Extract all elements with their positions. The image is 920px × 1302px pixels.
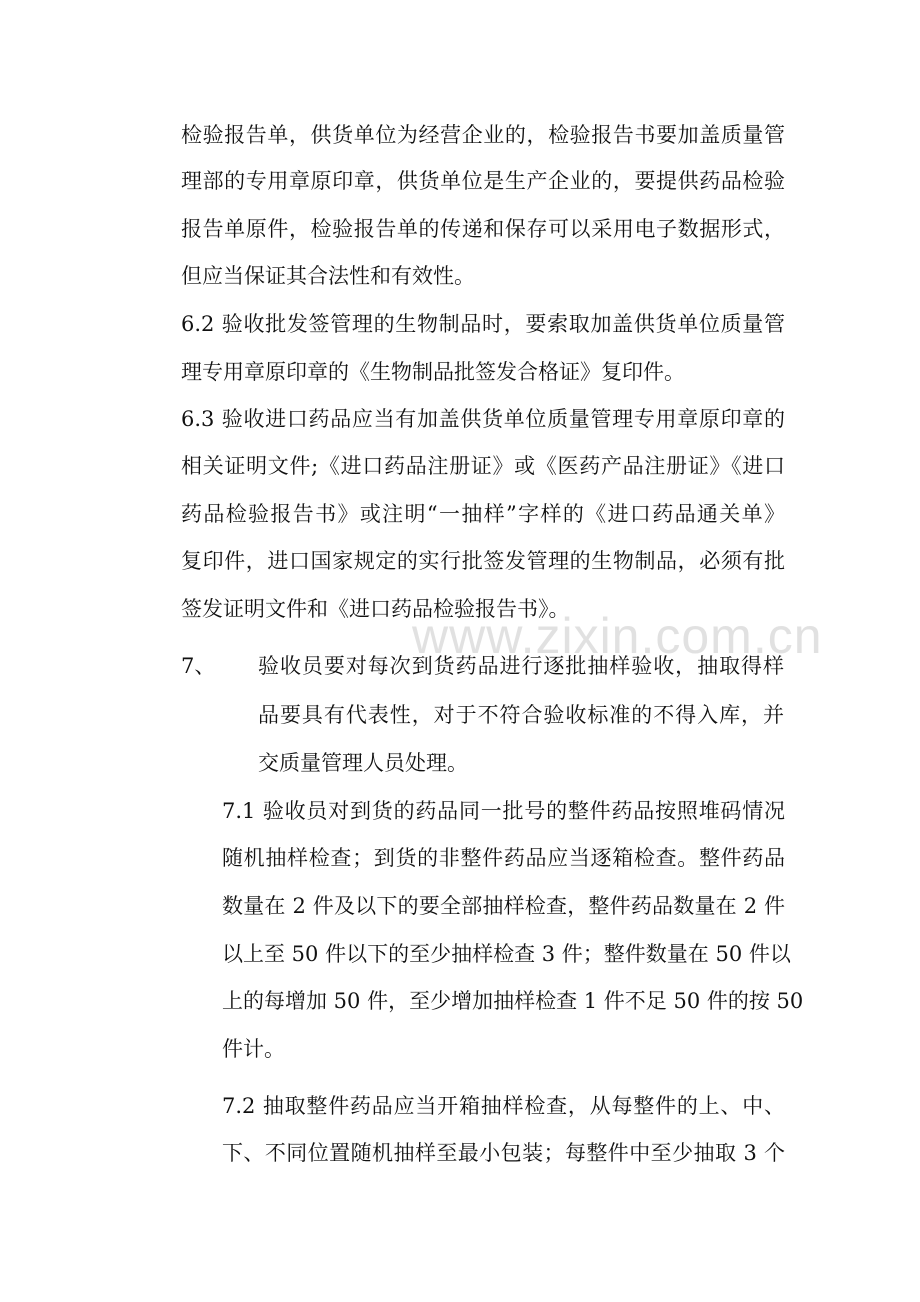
text-line: 检验报告单，供货单位为经营企业的，检验报告书要加盖质量管	[181, 123, 785, 147]
text-line: 品要具有代表性，对于不符合验收标准的不得入库，并	[258, 703, 784, 727]
watermark-text: www.zixin.com.cn	[412, 608, 823, 664]
text-line: 下、不同位置随机抽样至最小包装；每整件中至少抽取 3 个	[222, 1141, 785, 1165]
text-line: 理部的专用章原印章，供货单位是生产企业的，要提供药品检验	[181, 169, 785, 193]
text-line: 药品检验报告书》或注明“一抽样”字样的《进口药品通关单》	[181, 502, 785, 526]
text-line: 6.2 验收批发签管理的生物制品时，要索取加盖供货单位质量管	[181, 312, 785, 336]
text-line: 随机抽样检查；到货的非整件药品应当逐箱检查。整件药品	[222, 846, 785, 870]
text-line: 交质量管理人员处理。	[258, 751, 468, 775]
text-line: 验收员要对每次到货药品进行逐批抽样验收，抽取得样	[258, 654, 784, 678]
text-line: 理专用章原印章的《生物制品批签发合格证》复印件。	[181, 360, 685, 384]
text-line: 复印件，进口国家规定的实行批签发管理的生物制品，必须有批	[181, 549, 785, 573]
text-line: 7.1 验收员对到货的药品同一批号的整件药品按照堆码情况	[222, 799, 785, 823]
list-marker: 7、	[181, 654, 216, 678]
text-line: 数量在 2 件及以下的要全部抽样检查，整件药品数量在 2 件	[222, 894, 785, 918]
text-line: 相关证明文件;《进口药品注册证》或《医药产品注册证》《进口	[181, 454, 785, 478]
text-line: 7.2 抽取整件药品应当开箱抽样检查，从每整件的上、中、	[222, 1094, 785, 1118]
text-line: 但应当保证其合法性和有效性。	[181, 264, 475, 288]
text-line: 以上至 50 件以下的至少抽样检查 3 件；整件数量在 50 件以	[222, 942, 791, 966]
text-line: 件计。	[222, 1037, 285, 1061]
text-line: 报告单原件，检验报告单的传递和保存可以采用电子数据形式，	[181, 217, 785, 241]
text-line: 签发证明文件和《进口药品检验报告书》。	[181, 597, 570, 621]
text-line: 上的每增加 50 件，至少增加抽样检查 1 件不足 50 件的按 50	[222, 989, 804, 1013]
text-line: 6.3 验收进口药品应当有加盖供货单位质量管理专用章原印章的	[181, 407, 785, 431]
